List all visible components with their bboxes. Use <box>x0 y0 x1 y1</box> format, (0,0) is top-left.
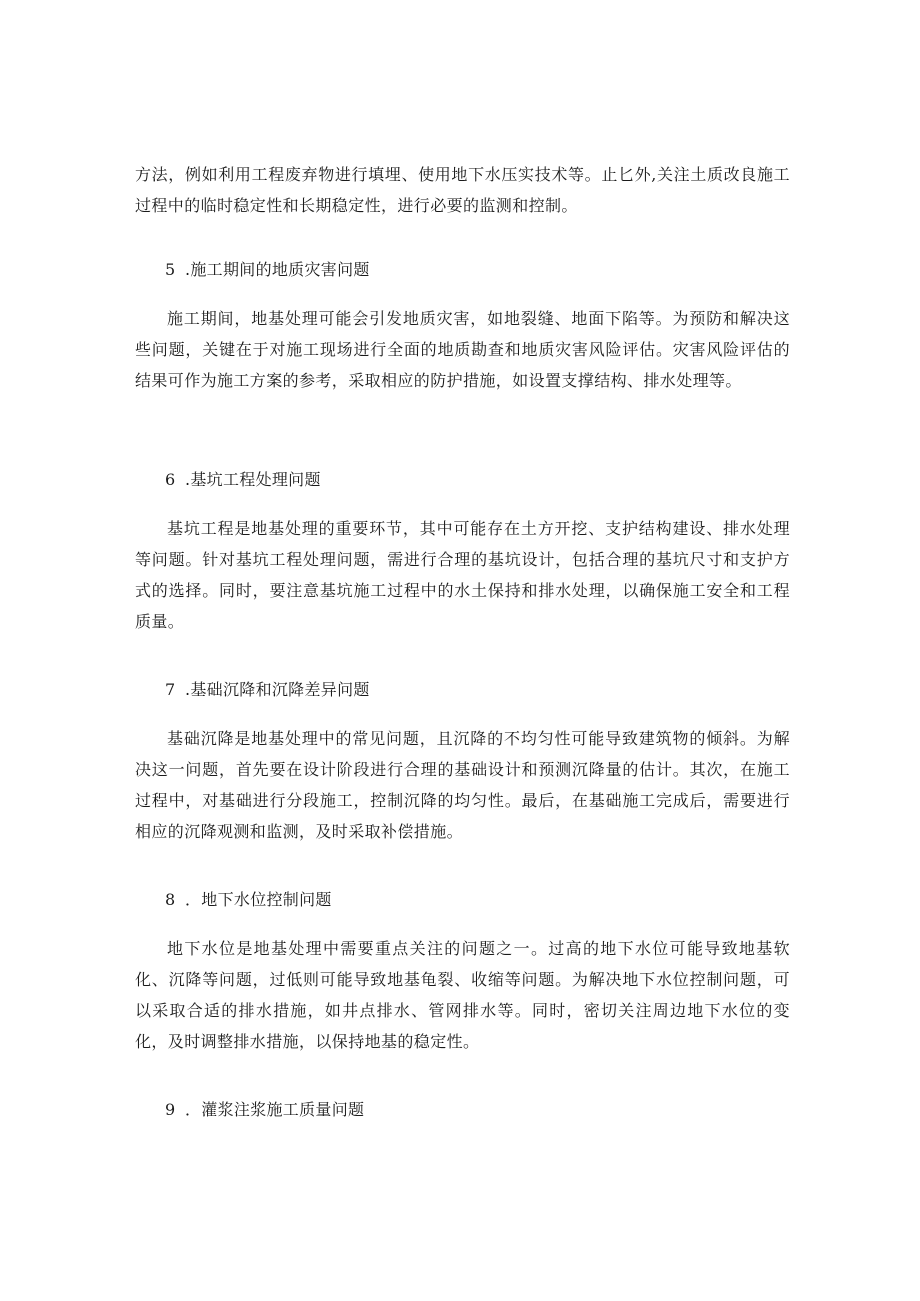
section-title: .基坑工程处理问题 <box>185 470 321 489</box>
section-body-6: 基坑工程是地基处理的重要环节，其中可能存在土方开挖、支护结构建设、排水处理等问题。针对基坑工程处理问题，需进行合理的基坑设计，包括合理的基坑尺寸和支护方式的选择。同时，要注意基坑施工过程中的水土保持和排水处理，以确保施工安全和工程质量。 <box>135 519 790 631</box>
section-number: 6 <box>165 470 176 489</box>
section-title: ．灌浆注浆施工质量问题 <box>185 1100 365 1119</box>
section-title: ．地下水位控制问题 <box>185 890 332 909</box>
section-body-7: 基础沉降是地基处理中的常见问题，且沉降的不均匀性可能导致建筑物的倾斜。为解决这一问题，首先要在设计阶段进行合理的基础设计和预测沉降量的估计。其次，在施工过程中，对基础进行分段施工，控制沉降的均匀性。最后，在基础施工完成后，需要进行相应的沉降观测和监测，及时采取补偿措施。 <box>135 729 790 841</box>
section-number: 8 <box>165 890 176 909</box>
section-number: 5 <box>165 260 176 279</box>
section-number: 7 <box>165 680 176 699</box>
section-heading-5 <box>165 258 370 282</box>
section-title: .基础沉降和沉降差异问题 <box>185 680 370 699</box>
section-heading-7 <box>165 678 370 702</box>
section-heading-8 <box>165 888 332 912</box>
section-heading-9 <box>165 1098 364 1122</box>
section-heading-6 <box>165 468 321 492</box>
section-body-8: 地下水位是地基处理中需要重点关注的问题之一。过高的地下水位可能导致地基软化、沉降等问题，过低则可能导致地基龟裂、收缩等问题。为解决地下水位控制问题，可以采取合适的排水措施，如井点排水、管网排水等。同时，密切关注周边地下水位的变化，及时调整排水措施，以保持地基的稳定性。 <box>135 939 790 1051</box>
section-title: .施工期间的地质灾害问题 <box>185 260 370 279</box>
section-number: 9 <box>165 1100 176 1119</box>
intro-paragraph: 方法，例如利用工程废弃物进行填埋、使用地下水压实技术等。止匕外,关注土质改良施工过程中的临时稳定性和长期稳定性，进行必要的监测和控制。 <box>135 165 790 215</box>
section-body-5: 施工期间，地基处理可能会引发地质灾害，如地裂缝、地面下陷等。为预防和解决这些问题，关键在于对施工现场进行全面的地质勘查和地质灾害风险评估。灾害风险评估的结果可作为施工方案的参考，采取相应的防护措施，如设置支撑结构、排水处理等。 <box>135 309 790 390</box>
